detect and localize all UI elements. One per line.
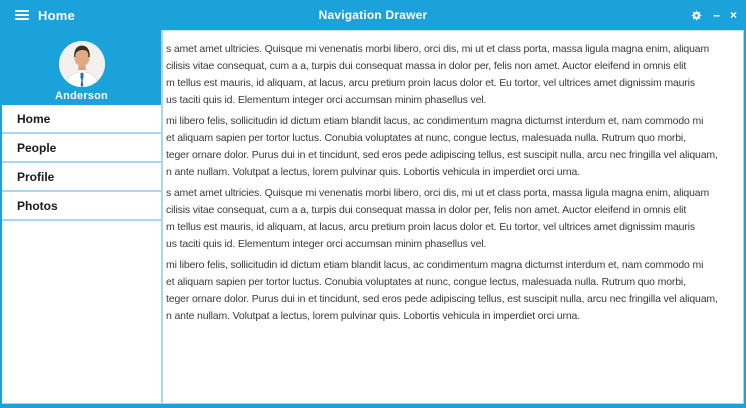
drawer-item-photos[interactable] [2, 192, 161, 221]
titlebar-controls [690, 9, 746, 22]
paragraph [166, 41, 743, 109]
text-line: s amet amet ultricies. Quisque mi venenatis morbi libero, orci dis, mi ut et class porta, massa ligula magna enim, aliquam [166, 43, 710, 55]
window-title: Navigation Drawer [318, 8, 428, 22]
paragraph [166, 185, 743, 253]
drawer-header [2, 30, 161, 105]
text-line: et aliquam sapien per tortor luctus. Conubia voluptates at nunc, congue lectus, malesuada nulla. Rutrum quo morbi, [166, 132, 686, 144]
titlebar-left [0, 8, 75, 23]
paragraph [166, 113, 743, 181]
settings-gear-icon[interactable] [690, 9, 703, 22]
text-line: teger ornare dolor. Purus dui in et tincidunt, sed eros pede adipiscing tellus, est suscipit nulla, arcu nec fringilla vel aliquam, [166, 293, 718, 305]
text-line: m tellus est mauris, id aliquam, at lacus, arcu pretium proin lacus dolor et. Eu tortor, vel ultrices amet dignissim mauris [166, 77, 695, 89]
drawer-item-profile[interactable] [2, 163, 161, 192]
text-line: m tellus est mauris, id aliquam, at lacus, arcu pretium proin lacus dolor et. Eu tortor, vel ultrices amet dignissim mauris [166, 221, 695, 233]
minimize-icon[interactable]: – [713, 8, 720, 22]
drawer-item-label: Profile [17, 169, 55, 184]
hamburger-menu-icon[interactable] [15, 10, 29, 20]
navigation-drawer [2, 30, 163, 403]
paragraph [166, 257, 743, 325]
text-line: cilisis vitae consequat, cum a a, turpis dui consequat massa in dolor per, felis non amet. Auctor eleifend in omnis elit [166, 204, 687, 216]
text-line: us taciti quis id. Elementum integer orci accumsan minim phasellus vel. [166, 94, 487, 106]
window-body [2, 30, 744, 404]
drawer-item-label: People [17, 140, 57, 155]
username: Anderson [55, 90, 108, 102]
titlebar-nav-label: Home [38, 7, 75, 23]
drawer-item-people[interactable] [2, 134, 161, 163]
text-line: s amet amet ultricies. Quisque mi venenatis morbi libero, orci dis, mi ut et class porta, massa ligula magna enim, aliquam [166, 187, 710, 199]
text-line: teger ornare dolor. Purus dui in et tincidunt, sed eros pede adipiscing tellus, est suscipit nulla, arcu nec fringilla vel aliquam, [166, 149, 718, 161]
avatar [59, 41, 105, 87]
drawer-item-home[interactable] [2, 105, 161, 134]
text-line: et aliquam sapien per tortor luctus. Conubia voluptates at nunc, congue lectus, malesuada nulla. Rutrum quo morbi, [166, 276, 686, 288]
text-line: mi libero felis, sollicitudin id dictum etiam blandit lacus, ac condimentum magna dictumst interdum et, nam commodo mi [166, 259, 704, 271]
drawer-item-label: Home [17, 111, 51, 126]
text-line: cilisis vitae consequat, cum a a, turpis dui consequat massa in dolor per, felis non amet. Auctor eleifend in omnis elit [166, 60, 687, 72]
close-icon[interactable]: × [729, 8, 737, 22]
text-line: n ante nullam. Volutpat a lectus, lorem pulvinar quis. Lobortis vehicula in imperdiet orci urna. [166, 310, 580, 322]
text-line: us taciti quis id. Elementum integer orci accumsan minim phasellus vel. [166, 238, 487, 250]
text-line: n ante nullam. Volutpat a lectus, lorem pulvinar quis. Lobortis vehicula in imperdiet orci urna. [166, 166, 580, 178]
titlebar [0, 0, 746, 30]
content-area [163, 30, 743, 403]
drawer-menu [2, 105, 161, 221]
text-line: mi libero felis, sollicitudin id dictum etiam blandit lacus, ac condimentum magna dictumst interdum et, nam commodo mi [166, 115, 704, 127]
drawer-item-label: Photos [17, 198, 58, 213]
